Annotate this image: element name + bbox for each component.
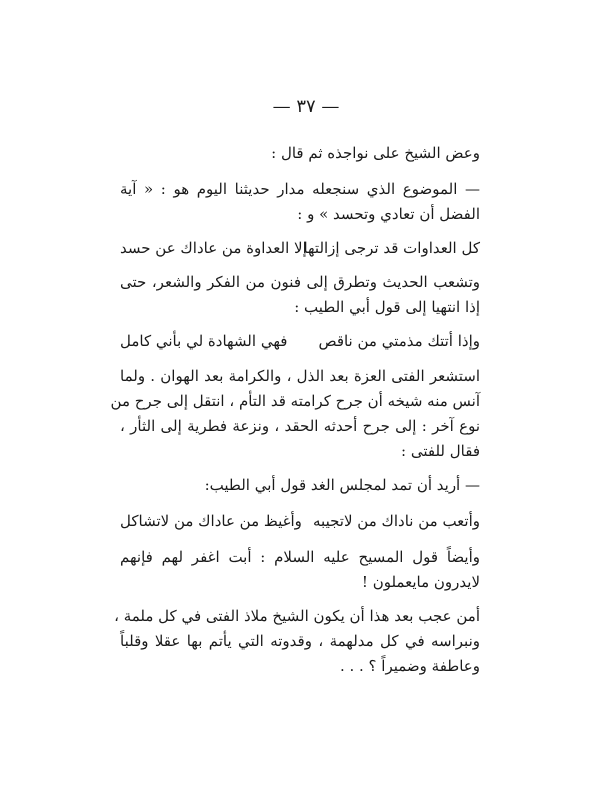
text-line: وتشعب الحديث وتطرق إلى فنون من الفكر والشعر، حتى	[120, 273, 480, 291]
verse-hemistich-first: وإذا أتتك مذمتي من ناقص	[318, 332, 480, 350]
text-line: فقال للفتى :	[401, 442, 480, 460]
text-line: وأيضاً قول المسيح عليه السلام : أبت اغفر لهم فإنهم	[120, 548, 480, 566]
text-line: أمن عجب بعد هذا أن يكون الشيخ ملاذ الفتى في كل ملمة ،	[114, 607, 480, 625]
text-line: وعض الشيخ على نواجذه ثم قال :	[271, 144, 480, 162]
text-line: آنس منه شيخه أن جرح كرامته قد التأم ، انتقل إلى جرح من	[110, 392, 480, 410]
page-number: — ٣٧ —	[272, 96, 340, 117]
poetry-verse	[120, 330, 480, 352]
text-line: — أريد أن تمد لمجلس الغد قول أبي الطيب:	[204, 476, 480, 494]
poetry-verse	[120, 237, 480, 259]
verse-hemistich-second: فهي الشهادة لي بأني كامل	[120, 332, 288, 350]
text-line: وعاطفة وضميراً ؟ . . .	[339, 657, 480, 675]
text-line: — الموضوع الذي سنجعله مدار حديثنا اليوم هو : « آية	[120, 180, 480, 198]
verse-hemistich-second: وأغيظ من عاداك من لاتشاكل	[120, 512, 302, 530]
text-line: ونبراسه في كل مدلهمة ، وقدوته التي يأتم بها عقلا وقلباً	[120, 632, 480, 650]
verse-hemistich-first: كل العداوات قد ترجى إزالتها	[303, 239, 480, 257]
text-line: نوع آخر : إلى جرح أحدثه الحقد ، ونزعة فطرية إلى الثأر ،	[120, 417, 480, 435]
text-line: إذا انتهيا إلى قول أبي الطيب :	[294, 298, 480, 316]
verse-hemistich-first: وأتعب من ناداك من لاتجيبه	[313, 512, 480, 530]
text-line: الفضل أن تعادي وتحسد » و :	[297, 205, 480, 223]
text-line: لايدرون مايعملون !	[361, 573, 480, 591]
text-line: استشعر الفتى العزة بعد الذل ، والكرامة بعد الهوان . ولما	[120, 367, 480, 385]
poetry-verse	[120, 510, 480, 532]
verse-hemistich-second: إلا العداوة من عاداك عن حسد	[120, 239, 307, 257]
